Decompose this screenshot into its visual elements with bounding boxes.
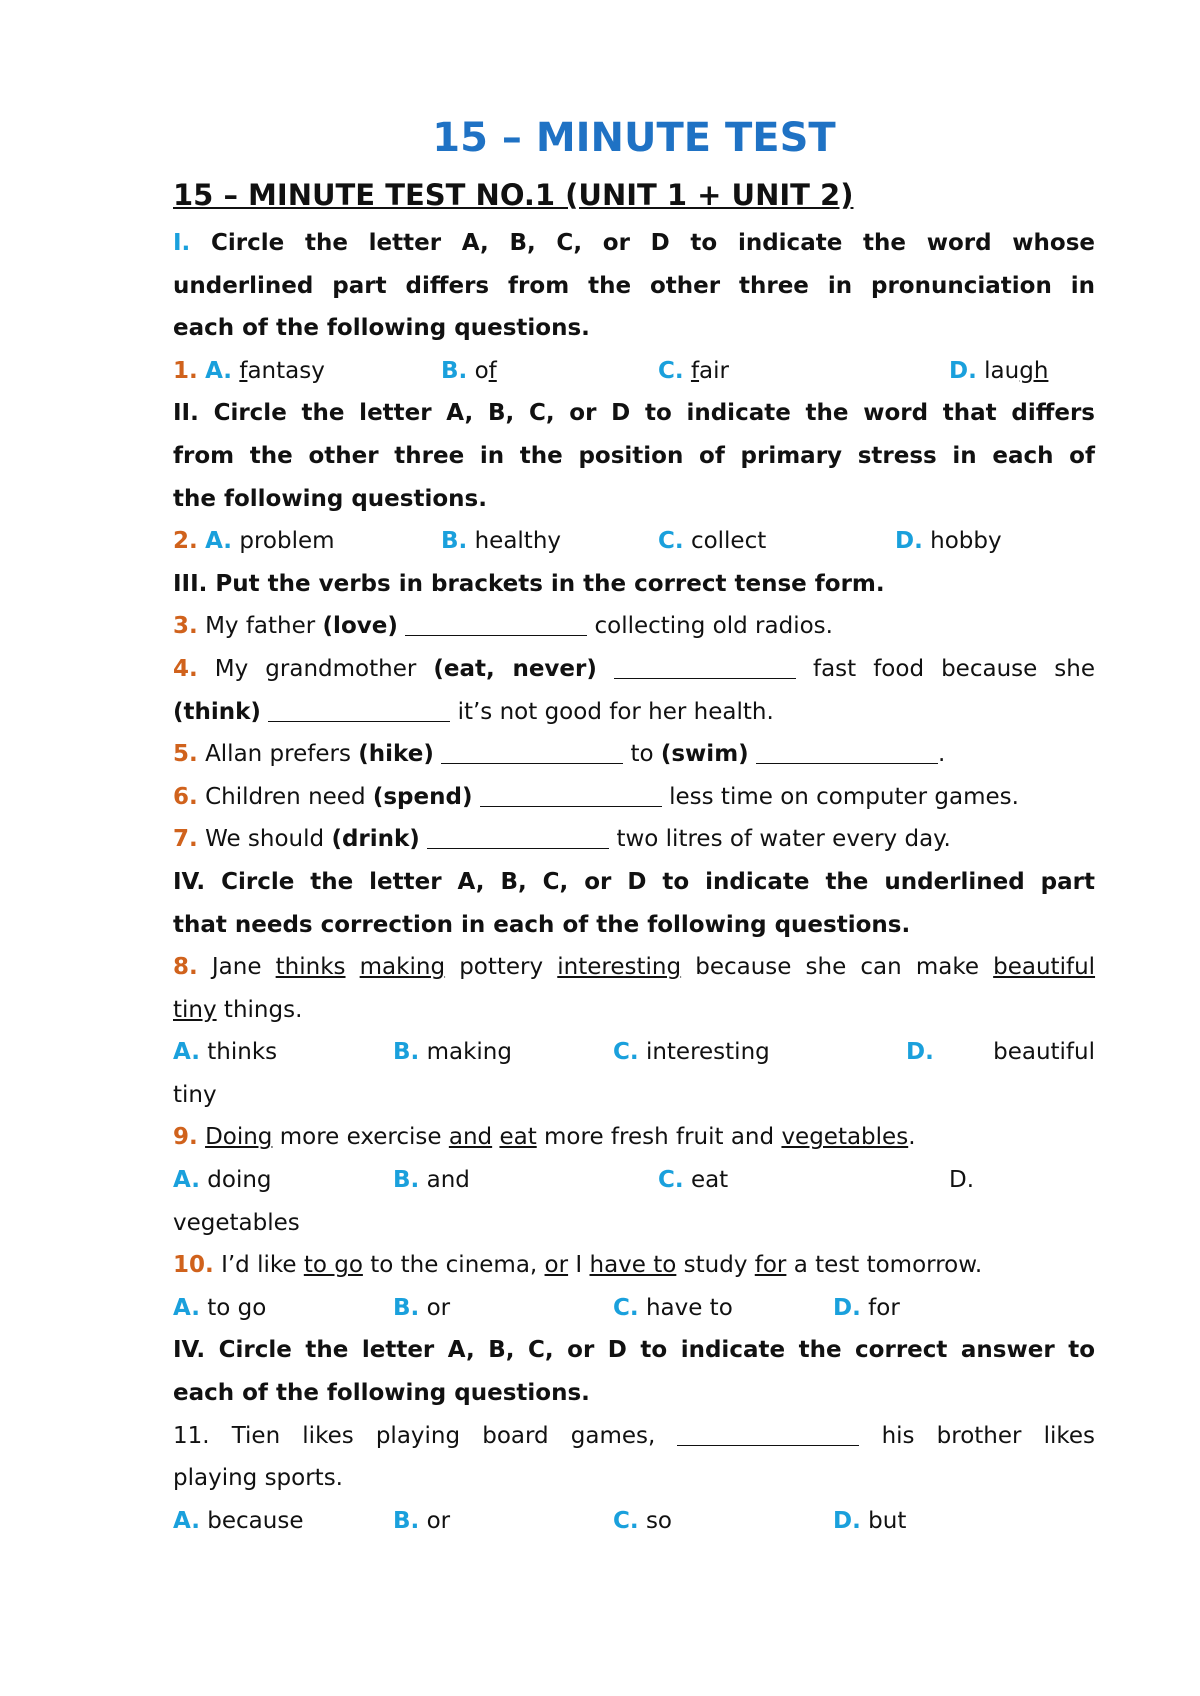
- verb-hint: (think): [173, 698, 261, 725]
- question-text: fast food because she: [812, 655, 1096, 682]
- question-11-line-2: playing sports.: [173, 1465, 343, 1492]
- answer-blank[interactable]: [614, 655, 796, 679]
- question-text: pottery: [459, 954, 544, 981]
- question-text: Children need: [205, 783, 366, 810]
- question-4-line-1: [173, 648, 1095, 691]
- question-9-options: [173, 1159, 1095, 1202]
- underlined-part: and: [448, 1124, 493, 1151]
- instruction-line: IV. Circle the letter A, B, C, or D to indicate the correct answer to: [173, 1337, 1095, 1364]
- verb-hint: (drink): [331, 826, 420, 853]
- instruction-line: [173, 222, 1095, 265]
- question-text: collecting old radios.: [594, 613, 833, 640]
- question-number: 7.: [173, 826, 198, 853]
- option-d[interactable]: [895, 520, 1002, 563]
- option-a[interactable]: [173, 1031, 277, 1074]
- option-d[interactable]: [833, 1287, 900, 1330]
- question-2-options: [173, 520, 1095, 563]
- option-letter: B.: [393, 1167, 420, 1194]
- option-letter: A.: [205, 528, 233, 555]
- instruction-line: underlined part differs from the other three in pronunciation in: [173, 272, 1095, 299]
- option-text: eat: [690, 1167, 729, 1194]
- underlined-part: f: [690, 357, 700, 384]
- verb-hint: (eat, never): [433, 655, 597, 682]
- answer-blank[interactable]: [268, 698, 450, 722]
- option-letter: D.: [895, 528, 923, 555]
- question-10-options: [173, 1287, 1095, 1330]
- question-text: more fresh fruit and: [544, 1124, 775, 1151]
- question-3: [173, 605, 1095, 648]
- question-4-line-2: [173, 691, 1095, 734]
- question-7: [173, 818, 1095, 861]
- answer-blank[interactable]: [480, 783, 662, 807]
- instruction-line: that needs correction in each of the following questions.: [173, 911, 911, 938]
- question-number: 1.: [173, 357, 198, 384]
- option-letter: C.: [658, 357, 684, 384]
- option-c[interactable]: [658, 350, 729, 393]
- section-5-instruction: [173, 1329, 1095, 1414]
- option-text: interesting: [645, 1039, 770, 1066]
- underlined-part: making: [359, 954, 446, 981]
- question-10: [173, 1244, 1095, 1287]
- question-number: 2.: [173, 528, 198, 555]
- question-text: .: [908, 1124, 916, 1151]
- underlined-part: beautiful: [993, 954, 1096, 981]
- section-number: I.: [173, 230, 191, 256]
- question-number: 4.: [173, 655, 198, 682]
- question-text: My grandmother: [214, 655, 417, 682]
- question-text: to: [630, 741, 654, 768]
- instruction-line: from the other three in the position of primary stress in each of: [173, 442, 1095, 469]
- option-b[interactable]: [393, 1159, 470, 1202]
- underlined-part: tiny: [173, 996, 217, 1023]
- option-text: healthy: [474, 528, 562, 555]
- option-b[interactable]: [441, 350, 497, 393]
- option-text: but: [868, 1507, 907, 1534]
- question-text: more exercise: [279, 1124, 442, 1151]
- question-text: Jane: [211, 954, 262, 981]
- option-letter: D.: [833, 1294, 861, 1321]
- option-text: problem: [239, 528, 335, 555]
- answer-blank[interactable]: [405, 612, 587, 636]
- option-letter: C.: [658, 1167, 684, 1194]
- option-letter: C.: [613, 1039, 639, 1066]
- verb-hint: (hike): [358, 741, 434, 768]
- question-text: I: [575, 1252, 583, 1279]
- option-text: or: [426, 1507, 451, 1534]
- question-text: less time on computer games.: [669, 783, 1019, 810]
- question-number: 9.: [173, 1124, 198, 1151]
- underlined-part: for: [754, 1252, 787, 1279]
- question-6: [173, 776, 1095, 819]
- section-3-instruction: III. Put the verbs in brackets in the correct tense form.: [173, 570, 885, 597]
- option-c[interactable]: [658, 1159, 728, 1202]
- underlined-part: f: [488, 357, 497, 384]
- question-8-line-1: [173, 946, 1095, 989]
- option-letter: B.: [393, 1039, 420, 1066]
- question-text: it’s not good for her health.: [457, 698, 774, 725]
- question-number: 8.: [173, 954, 198, 981]
- question-number: 5.: [173, 741, 198, 768]
- option-text: so: [645, 1507, 672, 1534]
- option-letter: A.: [173, 1294, 200, 1321]
- option-letter: B.: [393, 1507, 420, 1534]
- option-letter: B.: [441, 357, 468, 384]
- instruction-line: the following questions.: [173, 485, 487, 512]
- question-text: I’d like: [221, 1252, 297, 1279]
- underlined-part: gh: [1019, 357, 1049, 384]
- section-2-instruction: [173, 392, 1095, 520]
- answer-blank[interactable]: [756, 740, 938, 764]
- option-letter: B.: [441, 528, 468, 555]
- option-d-continuation: vegetables: [173, 1209, 300, 1236]
- question-text: Allan prefers: [205, 741, 351, 768]
- instruction-line: each of the following questions.: [173, 1380, 590, 1407]
- option-d-letter[interactable]: [949, 1159, 974, 1202]
- option-letter: C.: [613, 1507, 639, 1534]
- question-text: two litres of water every day.: [616, 826, 951, 853]
- instruction-text: Circle the letter A, B, C, or D to indicate the word whose: [211, 230, 1095, 256]
- option-text: have to: [645, 1294, 733, 1321]
- question-8-line-2: [173, 989, 1095, 1032]
- test-subtitle: 15 – MINUTE TEST NO.1 (UNIT 1 + UNIT 2): [173, 178, 854, 212]
- question-11-line-1: [173, 1415, 1095, 1458]
- option-text: air: [699, 357, 729, 384]
- option-a[interactable]: [173, 520, 335, 563]
- option-a[interactable]: [173, 1500, 303, 1543]
- underlined-part: interesting: [557, 954, 682, 981]
- verb-hint: (swim): [660, 741, 749, 768]
- option-text: for: [868, 1294, 900, 1321]
- option-letter: A.: [205, 357, 233, 384]
- option-letter: D.: [833, 1507, 861, 1534]
- verb-hint: (love): [322, 613, 398, 640]
- option-d[interactable]: [949, 350, 1048, 393]
- option-c[interactable]: [613, 1500, 672, 1543]
- answer-blank[interactable]: [441, 740, 623, 764]
- question-text: things.: [223, 996, 303, 1023]
- worksheet: [173, 108, 1095, 1542]
- option-text: making: [426, 1039, 512, 1066]
- section-1-instruction: [173, 222, 1095, 350]
- option-letter: C.: [658, 528, 684, 555]
- option-text: antasy: [247, 357, 325, 384]
- question-5: [173, 733, 1095, 776]
- option-text: hobby: [930, 528, 1002, 555]
- question-text: because she can make: [695, 954, 979, 981]
- section-4-instruction: [173, 861, 1095, 946]
- underlined-part: vegetables: [781, 1124, 909, 1151]
- option-letter: D.: [949, 357, 977, 384]
- question-11-options: [173, 1500, 1095, 1543]
- question-text: a test tomorrow.: [793, 1252, 983, 1279]
- answer-blank[interactable]: [427, 825, 609, 849]
- option-letter: B.: [393, 1294, 420, 1321]
- underlined-part: to go: [303, 1252, 363, 1279]
- option-text: or: [426, 1294, 451, 1321]
- question-text: study: [683, 1252, 748, 1279]
- option-letter: A.: [173, 1507, 200, 1534]
- question-number: 6.: [173, 783, 198, 810]
- question-text: .: [937, 741, 946, 768]
- option-text: beautiful: [993, 1039, 1095, 1066]
- option-text: o: [474, 357, 489, 384]
- question-number: 3.: [173, 613, 198, 640]
- option-letter: C.: [613, 1294, 639, 1321]
- option-c[interactable]: [613, 1287, 733, 1330]
- option-text: to go: [207, 1294, 267, 1321]
- option-letter: D.: [906, 1039, 934, 1066]
- instruction-line: II. Circle the letter A, B, C, or D to indicate the word that differs: [173, 400, 1095, 427]
- option-text: doing: [207, 1167, 272, 1194]
- question-number: 10.: [173, 1252, 214, 1279]
- option-b[interactable]: [393, 1500, 450, 1543]
- underlined-part: or: [544, 1252, 569, 1279]
- page-title: 15 – MINUTE TEST: [432, 115, 836, 161]
- option-letter: A.: [173, 1167, 200, 1194]
- underlined-part: eat: [499, 1124, 537, 1151]
- verb-hint: (spend): [372, 783, 473, 810]
- option-text: collect: [690, 528, 767, 555]
- question-text: My father: [205, 613, 316, 640]
- option-c[interactable]: [658, 520, 766, 563]
- option-a[interactable]: [173, 1159, 272, 1202]
- option-d[interactable]: [993, 1031, 1095, 1074]
- option-text: thinks: [207, 1039, 278, 1066]
- underlined-part: Doing: [205, 1124, 273, 1151]
- question-text: We should: [205, 826, 325, 853]
- option-text: and: [426, 1167, 470, 1194]
- question-text: to the cinema,: [370, 1252, 538, 1279]
- option-b[interactable]: [393, 1287, 450, 1330]
- option-a[interactable]: [173, 350, 325, 393]
- instruction-line: each of the following questions.: [173, 315, 590, 342]
- option-c[interactable]: [613, 1031, 770, 1074]
- option-text: because: [207, 1507, 304, 1534]
- option-b[interactable]: [393, 1031, 512, 1074]
- option-text: lau: [984, 357, 1020, 384]
- question-text: his brother likes: [881, 1422, 1096, 1449]
- answer-blank[interactable]: [677, 1422, 859, 1446]
- option-d-continuation: tiny: [173, 1081, 217, 1108]
- underlined-part: f: [239, 357, 248, 384]
- question-1-options: [173, 350, 1095, 393]
- question-9: [173, 1116, 1095, 1159]
- instruction-line: IV. Circle the letter A, B, C, or D to indicate the underlined part: [173, 868, 1095, 895]
- question-8-options: [173, 1031, 1095, 1074]
- underlined-part: thinks: [275, 954, 346, 981]
- option-letter: D.: [949, 1167, 975, 1194]
- option-d[interactable]: [833, 1500, 906, 1543]
- option-letter: A.: [173, 1039, 200, 1066]
- question-text: 11. Tien likes playing board games,: [173, 1422, 656, 1449]
- option-b[interactable]: [441, 520, 561, 563]
- option-d-letter[interactable]: [906, 1031, 934, 1074]
- underlined-part: have to: [589, 1252, 677, 1279]
- option-a[interactable]: [173, 1287, 266, 1330]
